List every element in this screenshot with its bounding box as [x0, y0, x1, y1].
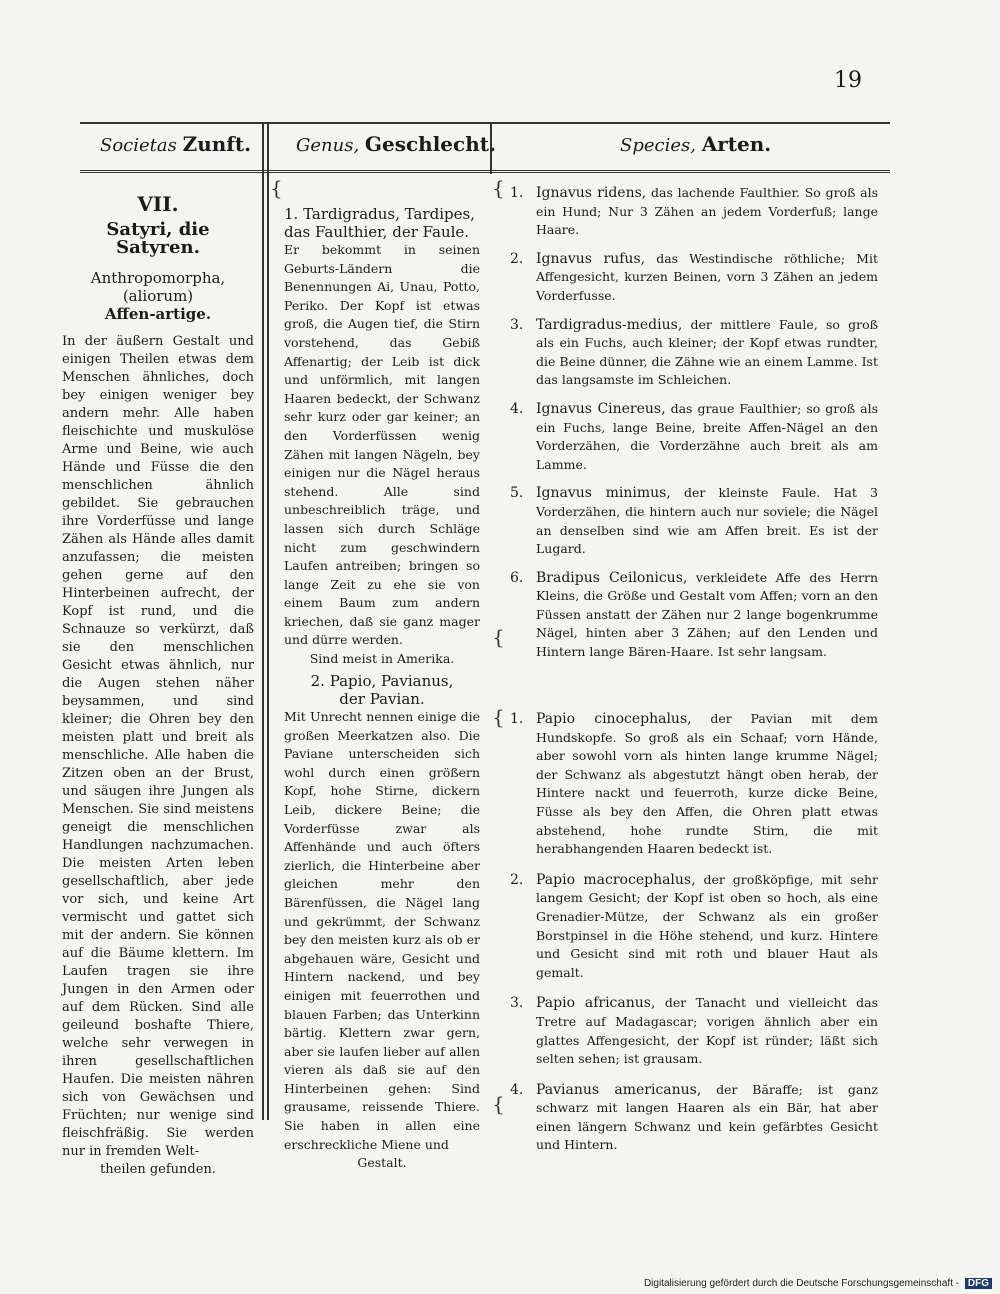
species-entry	[510, 184, 878, 240]
page-number: 19	[834, 68, 862, 93]
footer-text: Digitalisierung gefördert durch die Deutsche Forschungsgemeinschaft -	[643, 1278, 960, 1289]
species-latin: Ignavus ridens,	[536, 185, 647, 201]
species-text: der Pavian mit dem Hundskopfe. So groß als ein Schaaf; vorn Hände, aber sowohl vorn als hinten lange krumme Nägel; der Schwanz als abgestutzt hängt oben herab, der Hintere nackt und feuerroth, kurze dicke Beine, Füsse als bey den Affen, die Ohren platt etwas abstehend, hohe rundte Stirn, die mit herabhangenden Haaren bedeckt ist.	[536, 711, 878, 857]
header-species-latin: Species,	[620, 135, 696, 156]
species-number: 2.	[510, 871, 524, 888]
column-divider-2	[490, 122, 492, 174]
species-latin: Ignavus minimus,	[536, 485, 671, 502]
genus-tardigradus	[284, 205, 480, 669]
species-group-2	[510, 710, 878, 1155]
species-text: verkleidete Affe des Herrn Kleins, die Größe und Gestalt vom Affen; vorn an den Füssen anstatt der Zähen nur 2 lange bogenkrumme Nägel, hinten aber 3 Zähen; auf den Lenden und Hintern lange Bären-Haare. Ist sehr langsam.	[536, 569, 879, 660]
species-text: das lachende Faulthier. So groß als ein Hund; Nur 3 Zähen an jedem Vorderfuß; lange Haare.	[536, 185, 879, 238]
species-number: 1.	[510, 185, 524, 201]
genus-closing: Sind meist in Amerika.	[309, 651, 455, 667]
species-number: 5.	[510, 485, 524, 502]
column-divider-1	[262, 122, 264, 1120]
brace-species-1-bottom: {	[492, 625, 505, 649]
header-societas	[100, 132, 251, 156]
header-societas-latin: Societas	[100, 135, 177, 156]
species-latin: Papio africanus,	[536, 995, 656, 1012]
species-text: das Westindische röthliche; Mit Affengesicht, kurzen Beinen, vorn 3 Zähen an jedem Vorderfusse.	[536, 250, 878, 303]
species-entry	[510, 994, 878, 1068]
column-divider-1b	[267, 122, 269, 1120]
species-latin: Ignavus Cinereus,	[536, 400, 666, 417]
species-latin: Papio macrocephalus,	[536, 871, 696, 888]
species-entry	[510, 710, 878, 859]
header-bottom-rule	[80, 170, 890, 173]
genus-closing: Gestalt.	[357, 1155, 407, 1171]
order-description: In der äußern Gestalt und einigen Theilen etwas dem Menschen ähnliches, doch bey einigen weniger bey andern mehr. Alle haben fleischichte und muskulöse Arme und Beine, wie auch Hände und Füsse die den menschlichen ähnlich gebildet. Sie gebrauchen ihre Vorderfüsse und lange Zähen als Hände alles damit anzufassen; die meisten gehen gerne auf den Hinterbeinen aufrecht, der Kopf ist rund, und die Schnauze so verkürzt, daß sie den menschlichen Gesicht etwas ähnlich, nur die Augen stehen näher beysammen, und sind kleiner; die Ohren bey den meisten platt und breit als menschliche. Alle haben die Zitzen oben an der Brust, und säugen ihre Jungen als Menschen. Sie sind meistens geneigt die menschlichen Handlungen nachzumachen. Die meisten Arten leben gesellschaftlich, aber jede vor sich, und keine Art vermischt und gattet sich mit der andern. Sie können auf die Bäume klettern. Im Laufen tragen sie ihre Jungen in den Armen oder auf dem Rücken. Sind alle geileund boshafte Thiere, welche sehr verwegen in ihren gesellschaftlichen Haufen. Die meisten nähren sich von Gewächsen und Früchten; nur wenige sind fleischfräßig. Sie werden nur in fremden Welt-	[62, 334, 254, 1159]
brace-species-2-top: {	[492, 705, 505, 729]
genus-papio	[284, 672, 480, 1173]
species-number: 2.	[510, 250, 524, 267]
header-species-german: Arten.	[701, 132, 772, 156]
species-entry	[510, 316, 878, 390]
species-number: 1.	[510, 711, 524, 727]
species-text: der kleinste Faule. Hat 3 Vorderzähen, die hintern auch nur soviele; die Nägel an denselben sind wie am Affen breit. Es ist der Lugard.	[536, 485, 878, 557]
digitization-footer	[644, 1278, 992, 1289]
dfg-logo: DFG	[965, 1278, 992, 1289]
species-text: der mittlere Faule, so groß als ein Fuchs, auch kleiner; der Kopf etwas rundter, die Beine dünner, die Zähne wie an einem Lamme. Ist das langsamste im Schleichen.	[536, 316, 878, 388]
species-text: der Băraffe; ist ganz schwarz mit langen Haaren als ein Bär, hat aber einen längern Schwanz und kein gefärbtes Gesicht und Hintern.	[536, 1081, 878, 1153]
header-genus	[296, 132, 496, 156]
header-species	[620, 132, 771, 156]
species-text: das graue Faulthier; so groß als ein Fuchs, lange Beine, breite Affen-Nägel an den Vorderzähen, die Vorderzähne auch breit als am Lamme.	[536, 400, 878, 472]
species-number: 4.	[510, 400, 524, 417]
species-number: 3.	[510, 995, 524, 1012]
genus-body: Mit Unrecht nennen einige die großen Meerkatzen also. Die Paviane unterscheiden sich wohl durch einen größern Kopf, hohe Stirne, dickern Leib, dickere Beine; die Vorderfüsse zwar als Affenhände und auch öfters zierlich, die Hinterbeine aber gleichen mehr den Bärenfüssen, die Nägel lang und gekrümmt, der Schwanz bey den meisten kurz als ob er abgehauen wäre, Gesicht und Hintern nackend, und bey einigen mit feuerrothen und blauen Farben; das Unterkinn bärtig. Klettern zwar gern, aber sie laufen lieber auf allen vieren als daß sie auf den Hinterbeinen gehen: Sind grausame, reissende Thiere. Sie haben in allen eine erschreckliche Miene und	[284, 709, 480, 1152]
species-number: 6.	[510, 569, 524, 586]
genus-title: 1. Tardigradus, Tardipes,	[284, 205, 475, 223]
brace-species-2-bottom: {	[492, 1092, 505, 1116]
genus-subtitle: das Faulthier, der Faule.	[284, 223, 470, 241]
order-alt-name-2: (aliorum)	[122, 287, 194, 305]
species-latin: Papio cinocephalus,	[536, 711, 692, 727]
species-entry	[510, 484, 878, 558]
species-entry	[510, 1081, 878, 1155]
header-genus-latin: Genus,	[296, 135, 360, 156]
genus-body: Er bekommt in seinen Geburts-Ländern die Benennungen Ai, Unau, Potto, Periko. Der Kopf ist etwas groß, die Augen tief, die Stirn vorstehend, das Gebiß Affenartig; der Leib ist dick und unförmlich, mit langen Haaren bedeckt, der Schwanz sehr kurz oder gar keiner; an den Vorderfüssen wenig Zähen mit langen Nägeln, bey einigen nur die Nägel heraus stehend. Alle sind unbeschreiblich träge, und lassen sich durch Schläge nicht zum geschwindern Laufen antreiben; bringen so lange Zeit zu ehe sie von einem Baum zum andern kriechen, daß sie ganz mager und dürre werden.	[284, 242, 480, 648]
species-latin: Ignavus rufus,	[536, 250, 646, 267]
order-alt-name-1: Anthropomorpha,	[90, 269, 226, 287]
order-numeral: VII.	[137, 192, 179, 216]
header-top-rule	[80, 122, 890, 124]
order-closing: theilen gefunden.	[100, 1162, 216, 1177]
species-latin: Pavianus americanus,	[536, 1081, 702, 1098]
species-entry	[510, 250, 878, 306]
species-latin: Bradipus Ceilonicus,	[536, 569, 688, 586]
genus-title: 2. Papio, Pavianus,	[310, 672, 454, 690]
header-genus-german: Geschlecht.	[364, 132, 496, 156]
order-column	[62, 192, 254, 1179]
species-entry	[510, 400, 878, 474]
species-number: 4.	[510, 1081, 524, 1098]
order-name: Satyri, die Satyren.	[106, 219, 210, 258]
brace-top-left: {	[270, 176, 283, 200]
species-number: 3.	[510, 316, 524, 333]
species-entry	[510, 569, 878, 662]
species-entry	[510, 871, 878, 983]
genus-subtitle: der Pavian.	[339, 690, 425, 708]
species-text: der Tanacht und vielleicht das Tretre auf Madagascar; vorigen ähnlich aber ein glattes Affengesicht, der Kopf ist ründer; läßt sich selten sehen; ist grausam.	[536, 995, 878, 1067]
order-alt-name-3: Affen-artige.	[104, 305, 212, 323]
brace-species-1-top: {	[492, 176, 505, 200]
species-latin: Tardigradus-medius,	[536, 316, 683, 333]
species-group-1	[510, 184, 878, 662]
species-text: der großköpfige, mit sehr langem Gesicht; der Kopf ist oben so hoch, als eine Grenadier-Mütze, der Schwanz als ein großer Borstpinsel in die Höhe stehend, und kurz. Hintere und Gesicht sind mit roth und blauer Haut als gemalt.	[536, 871, 879, 980]
header-societas-german: Zunft.	[182, 132, 252, 156]
